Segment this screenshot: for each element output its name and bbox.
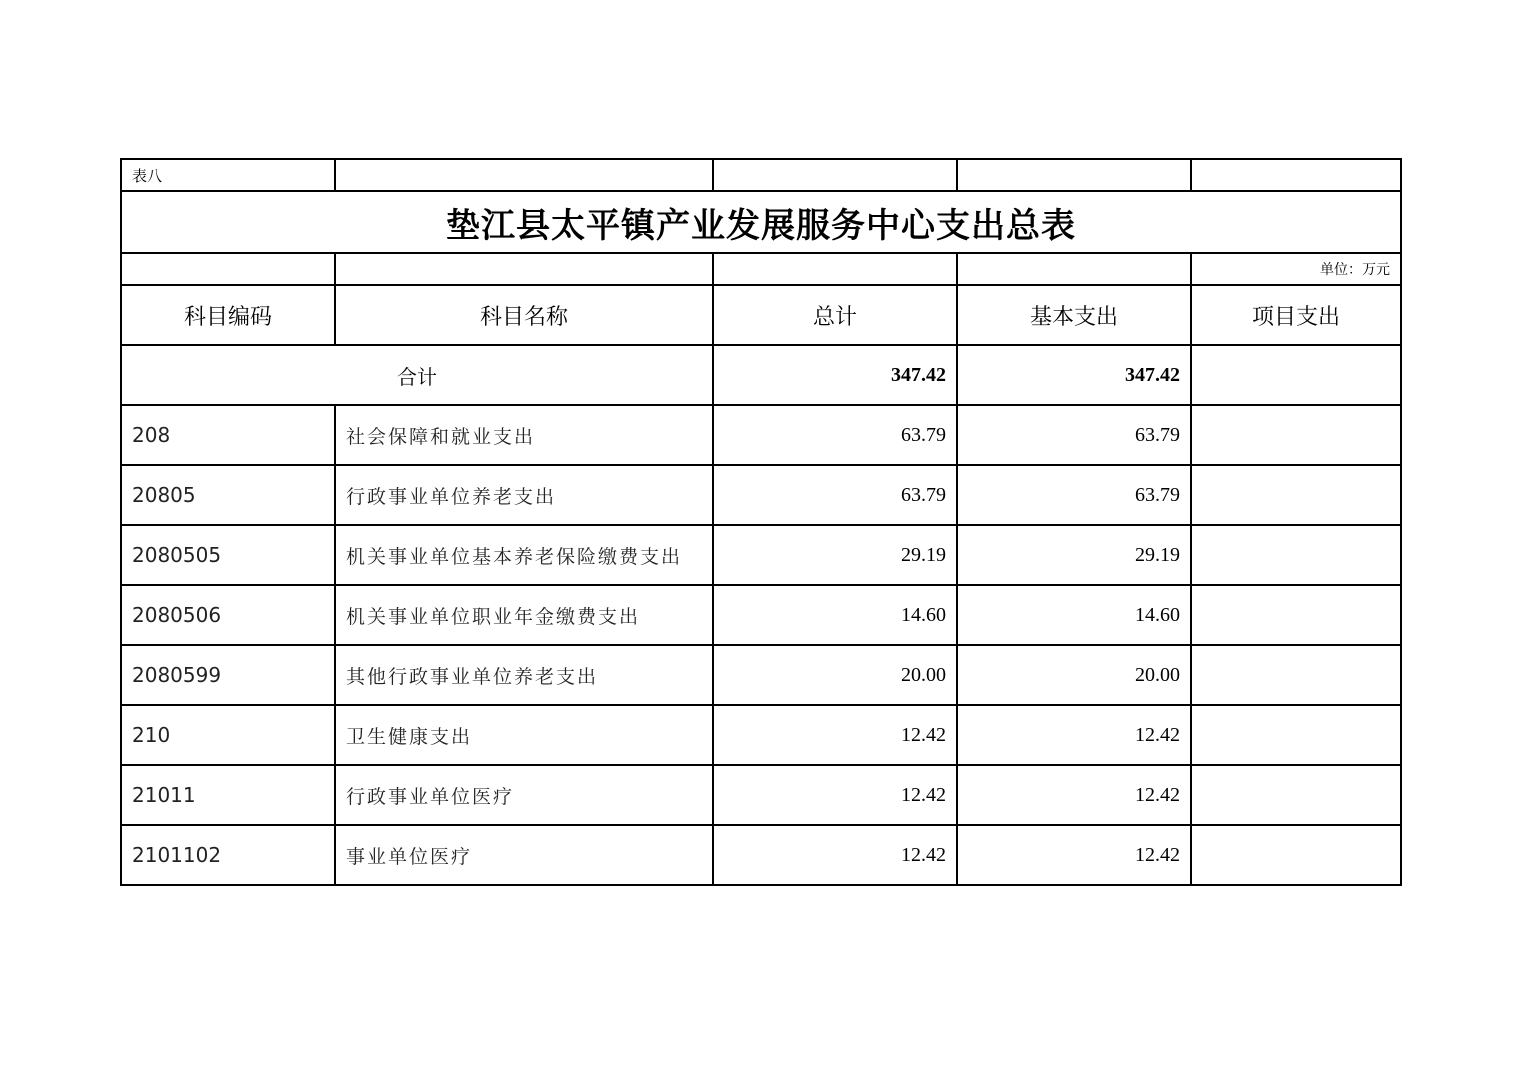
row-total: 63.79 <box>713 465 957 525</box>
empty-cell <box>335 253 713 285</box>
row-code: 2080506 <box>121 585 335 645</box>
row-code: 2080505 <box>121 525 335 585</box>
row-basic: 14.60 <box>957 585 1191 645</box>
header-basic: 基本支出 <box>957 285 1191 345</box>
empty-cell <box>957 159 1191 191</box>
row-basic: 20.00 <box>957 645 1191 705</box>
row-basic: 63.79 <box>957 405 1191 465</box>
total-basic: 347.42 <box>957 345 1191 405</box>
row-total: 29.19 <box>713 525 957 585</box>
row-total: 63.79 <box>713 405 957 465</box>
row-basic: 12.42 <box>957 825 1191 885</box>
expenditure-summary-table <box>120 158 1402 886</box>
row-code: 20805 <box>121 465 335 525</box>
row-code: 2101102 <box>121 825 335 885</box>
row-project <box>1191 645 1401 705</box>
empty-cell <box>713 253 957 285</box>
row-basic: 12.42 <box>957 765 1191 825</box>
total-label: 合计 <box>121 345 713 405</box>
total-amount: 347.42 <box>713 345 957 405</box>
row-name: 事业单位医疗 <box>335 825 713 885</box>
table-row <box>121 825 1401 885</box>
row-project <box>1191 585 1401 645</box>
header-total: 总计 <box>713 285 957 345</box>
table-row <box>121 405 1401 465</box>
row-total: 12.42 <box>713 825 957 885</box>
row-code: 208 <box>121 405 335 465</box>
row-name: 机关事业单位职业年金缴费支出 <box>335 585 713 645</box>
unit-row <box>121 253 1401 285</box>
row-name: 行政事业单位养老支出 <box>335 465 713 525</box>
row-code: 21011 <box>121 765 335 825</box>
empty-cell <box>713 159 957 191</box>
table-label: 表八 <box>121 159 335 191</box>
table-row <box>121 645 1401 705</box>
table-label-row <box>121 159 1401 191</box>
row-code: 210 <box>121 705 335 765</box>
table-row <box>121 585 1401 645</box>
row-basic: 12.42 <box>957 705 1191 765</box>
row-total: 20.00 <box>713 645 957 705</box>
title-row <box>121 191 1401 253</box>
row-basic: 63.79 <box>957 465 1191 525</box>
empty-cell <box>121 253 335 285</box>
row-project <box>1191 405 1401 465</box>
header-project: 项目支出 <box>1191 285 1401 345</box>
row-project <box>1191 765 1401 825</box>
header-code: 科目编码 <box>121 285 335 345</box>
row-code: 2080599 <box>121 645 335 705</box>
row-total: 12.42 <box>713 705 957 765</box>
table-row <box>121 765 1401 825</box>
row-name: 卫生健康支出 <box>335 705 713 765</box>
row-basic: 29.19 <box>957 525 1191 585</box>
header-name: 科目名称 <box>335 285 713 345</box>
row-name: 机关事业单位基本养老保险缴费支出 <box>335 525 713 585</box>
row-project <box>1191 825 1401 885</box>
table-row <box>121 465 1401 525</box>
empty-cell <box>335 159 713 191</box>
total-project <box>1191 345 1401 405</box>
row-total: 12.42 <box>713 765 957 825</box>
row-total: 14.60 <box>713 585 957 645</box>
empty-cell <box>957 253 1191 285</box>
row-project <box>1191 465 1401 525</box>
row-name: 行政事业单位医疗 <box>335 765 713 825</box>
empty-cell <box>1191 159 1401 191</box>
table-title: 垫江县太平镇产业发展服务中心支出总表 <box>121 191 1401 253</box>
total-row <box>121 345 1401 405</box>
row-project <box>1191 705 1401 765</box>
row-project <box>1191 525 1401 585</box>
table-row <box>121 705 1401 765</box>
table-row <box>121 525 1401 585</box>
row-name: 其他行政事业单位养老支出 <box>335 645 713 705</box>
unit-label: 单位：万元 <box>1191 253 1401 285</box>
header-row <box>121 285 1401 345</box>
row-name: 社会保障和就业支出 <box>335 405 713 465</box>
